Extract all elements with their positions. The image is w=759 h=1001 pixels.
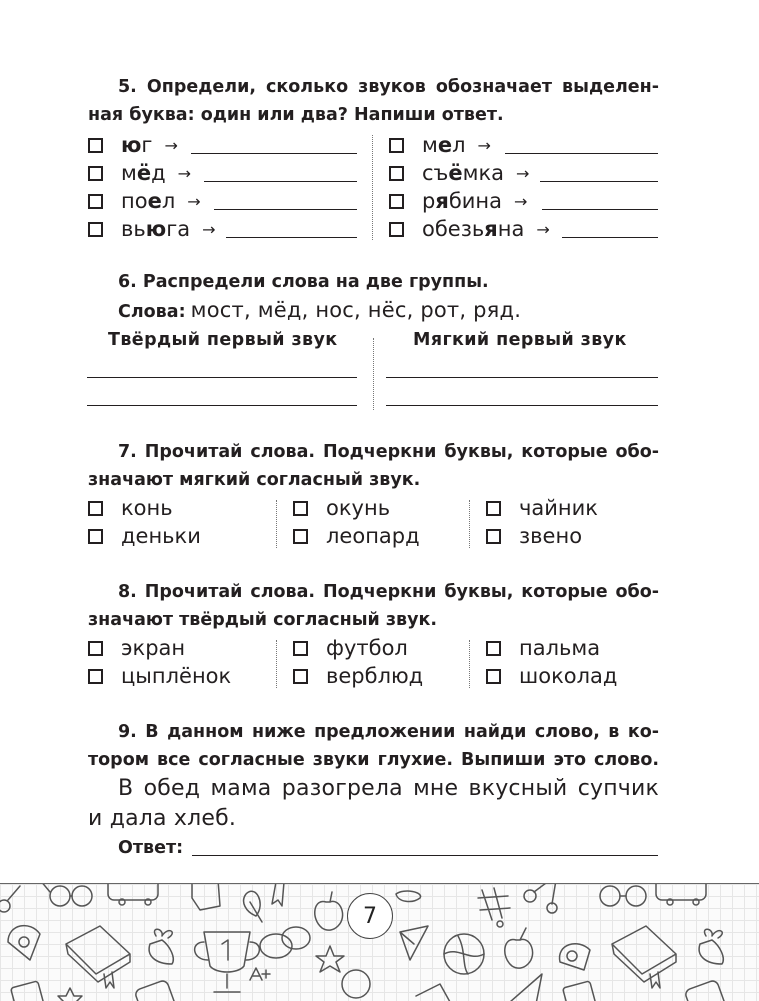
notepad-icon [11, 981, 46, 1001]
answer-line[interactable] [542, 209, 658, 210]
arrow-icon: → [164, 135, 178, 155]
word-item: футбол [293, 634, 408, 662]
grade-icon [250, 968, 270, 980]
paper-icon [192, 884, 220, 910]
task5-item: рябина → [389, 187, 527, 215]
task7-title-line1: 7. Прочитай слова. Подчеркни буквы, которые обо- [118, 442, 659, 462]
checkbox[interactable] [293, 529, 308, 544]
magnifier-icon [342, 970, 370, 998]
checkbox[interactable] [88, 138, 103, 153]
calculator-icon [684, 979, 730, 1001]
task7-title-line2: значают мягкий согласный звук. [88, 470, 421, 490]
answer-line[interactable] [214, 209, 357, 210]
checkbox[interactable] [486, 501, 501, 516]
triangle-ruler-icon [510, 974, 542, 1001]
puzzle-icon [416, 984, 450, 1001]
task5-item: мел → [389, 131, 491, 159]
page-number: 7 [347, 893, 393, 939]
checkbox[interactable] [88, 641, 103, 656]
trophy-number [222, 940, 228, 960]
checkbox[interactable] [88, 529, 103, 544]
task8-title-line1: 8. Прочитай слова. Подчеркни буквы, которые обо- [118, 582, 659, 602]
checkbox[interactable] [389, 194, 404, 209]
checkbox[interactable] [88, 669, 103, 684]
checkbox[interactable] [389, 222, 404, 237]
checkbox[interactable] [88, 194, 103, 209]
answer-line[interactable] [386, 377, 658, 378]
word-item: цыплёнок [88, 662, 231, 690]
scissors-icon [0, 886, 20, 912]
apple-icon [315, 892, 343, 930]
bus-icon [108, 884, 158, 905]
tic-tac-toe-icon [478, 888, 510, 927]
arrow-icon: → [187, 191, 201, 211]
calculator-icon [134, 979, 180, 1001]
word-item: чайник [486, 494, 598, 522]
answer-line[interactable] [204, 181, 357, 182]
arrow-icon: → [177, 163, 192, 183]
word-item: шоколад [486, 662, 617, 690]
task9-sentence-line1: В обед мама разогрела мне вкусный супчик [118, 776, 659, 801]
checkbox[interactable] [293, 669, 308, 684]
answer-line[interactable] [540, 181, 658, 182]
checkbox[interactable] [88, 501, 103, 516]
answer-line[interactable] [386, 405, 658, 406]
answer-line[interactable] [87, 405, 357, 406]
word-item: деньки [88, 522, 201, 550]
checkbox[interactable] [389, 166, 404, 181]
word-item: пальма [486, 634, 600, 662]
task9-sentence-line2: и дала хлеб. [88, 806, 237, 831]
word-item: конь [88, 494, 173, 522]
task5-title-line2: ная буква: один или два? Напиши ответ. [88, 105, 504, 125]
notepad-icon [563, 981, 598, 1001]
bell-icon [149, 929, 173, 964]
answer-line[interactable] [562, 237, 658, 238]
arrow-icon: → [477, 135, 491, 155]
checkbox[interactable] [486, 529, 501, 544]
column-header-hard: Твёрдый первый звук [108, 330, 338, 350]
glasses-icon [600, 886, 646, 906]
word-item: леопард [293, 522, 420, 550]
protractor-icon [8, 926, 40, 960]
arrow-icon: → [202, 219, 216, 239]
column-divider [276, 640, 277, 688]
task8-title-line2: значают твёрдый согласный звук. [88, 610, 438, 630]
checkbox[interactable] [486, 641, 501, 656]
column-divider [372, 135, 373, 240]
task5-item: юг → [88, 131, 178, 159]
bus-icon [656, 884, 706, 905]
task9-title-line1: 9. В данном ниже предложении найди слово, в ко- [118, 722, 659, 742]
book-icon [612, 926, 676, 988]
star-icon [58, 988, 82, 1001]
column-divider [469, 640, 470, 688]
arrow-icon: → [514, 191, 528, 211]
checkbox[interactable] [389, 138, 404, 153]
speech-bubbles-icon [260, 927, 310, 958]
scissors-icon [524, 884, 557, 913]
word-item: экран [88, 634, 185, 662]
protractor-icon [560, 944, 590, 970]
task5-title-line1: 5. Определи, сколько звуков обозначает выделен- [118, 77, 659, 97]
column-divider [276, 500, 277, 548]
arrow-icon: → [516, 163, 530, 183]
basketball-icon [444, 934, 484, 974]
task5-item: съёмка → [389, 159, 529, 187]
task9-title-line2: тором все согласные звуки глухие. Выпиши это слово. [88, 750, 659, 770]
words-list: мост, мёд, нос, нёс, рот, ряд. [190, 298, 522, 322]
checkbox[interactable] [293, 501, 308, 516]
column-divider [373, 338, 374, 410]
answer-label: Ответ: [118, 838, 184, 858]
column-header-soft: Мягкий первый звук [413, 330, 627, 350]
checkbox[interactable] [293, 641, 308, 656]
task6-words [118, 298, 521, 322]
arrow-icon: → [536, 219, 550, 239]
answer-line[interactable] [87, 377, 357, 378]
bell-icon [699, 929, 723, 964]
ribbon-icon [272, 884, 284, 906]
task6-title: 6. Распредели слова на две группы. [118, 272, 489, 292]
checkbox[interactable] [88, 222, 103, 237]
task5-item: мёд → [88, 159, 191, 187]
star-icon [316, 946, 344, 972]
apple-icon [505, 928, 533, 968]
word-item: звено [486, 522, 582, 550]
word-item: верблюд [293, 662, 423, 690]
answer-line[interactable] [191, 153, 357, 154]
words-label: Слова: [118, 302, 186, 322]
answer-line[interactable] [226, 237, 357, 238]
checkbox[interactable] [88, 166, 103, 181]
paper-plane-icon [396, 891, 428, 960]
glasses-icon [40, 884, 92, 906]
answer-line[interactable] [505, 153, 658, 154]
book-icon [66, 926, 130, 988]
word-item: окунь [293, 494, 390, 522]
leaf-icon [244, 891, 262, 922]
task5-item: обезьяна → [389, 215, 550, 243]
task5-item: вьюга → [88, 215, 216, 243]
checkbox[interactable] [486, 669, 501, 684]
column-divider [469, 500, 470, 548]
answer-line[interactable] [192, 855, 658, 856]
task5-item: поел → [88, 187, 201, 215]
